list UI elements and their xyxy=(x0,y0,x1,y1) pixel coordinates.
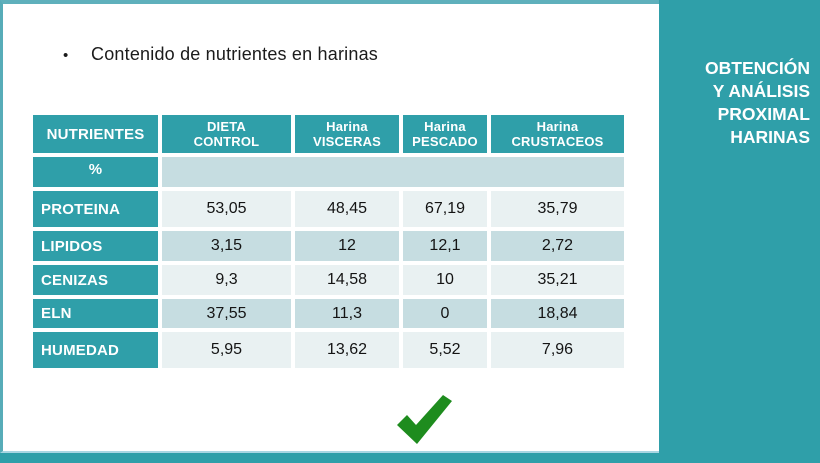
table-cell: 0 xyxy=(403,299,487,328)
sidebar-title-line: HARINAS xyxy=(730,127,810,147)
table-cell: 13,62 xyxy=(295,332,399,368)
header-line: VISCERAS xyxy=(312,134,382,149)
header-line: Harina xyxy=(424,119,466,134)
col-header-harina-crustaceos xyxy=(491,115,624,153)
sidebar-title-line: PROXIMAL xyxy=(717,104,810,124)
slide-title: Contenido de nutrientes en harinas xyxy=(91,44,378,64)
table-cell: 10 xyxy=(403,265,487,295)
col-header-harina-visceras xyxy=(295,115,399,153)
header-line: Harina xyxy=(536,119,579,134)
sidebar-title-line: Y ANÁLISIS xyxy=(712,81,810,101)
slide-title-row xyxy=(63,44,378,65)
table-cell: 3,15 xyxy=(162,231,291,261)
table-cell: 11,3 xyxy=(295,299,399,328)
table-cell: 14,58 xyxy=(295,265,399,295)
checkmark-icon xyxy=(394,394,454,446)
row-label-proteina: PROTEINA xyxy=(33,191,158,227)
col-header-dieta-control xyxy=(162,115,291,153)
table-cell: 2,72 xyxy=(491,231,624,261)
table-cell: 37,55 xyxy=(162,299,291,328)
table-cell: 35,79 xyxy=(491,191,624,227)
table-cell: 12,1 xyxy=(403,231,487,261)
row-label-cenizas: CENIZAS xyxy=(33,265,158,295)
col-header-nutrientes: NUTRIENTES xyxy=(33,115,158,153)
table-cell: 12 xyxy=(295,231,399,261)
table-cell: 53,05 xyxy=(162,191,291,227)
percent-row-band xyxy=(162,157,624,187)
row-label-eln: ELN xyxy=(33,299,158,328)
header-line: PESCADO xyxy=(412,134,478,149)
row-label-percent: % xyxy=(33,157,158,187)
row-label-humedad: HUMEDAD xyxy=(33,332,158,368)
col-header-harina-pescado xyxy=(403,115,487,153)
sidebar-panel xyxy=(659,0,820,463)
nutrients-table xyxy=(33,115,624,368)
header-line: CONTROL xyxy=(193,134,260,149)
header-line: DIETA xyxy=(206,119,247,134)
table-cell: 5,52 xyxy=(403,332,487,368)
table-cell: 5,95 xyxy=(162,332,291,368)
header-line: Harina xyxy=(326,119,368,134)
header-line: CRUSTACEOS xyxy=(511,134,604,149)
sidebar-title-line: OBTENCIÓN xyxy=(705,58,810,78)
table-cell: 9,3 xyxy=(162,265,291,295)
bullet-icon: • xyxy=(63,47,69,64)
table-cell: 7,96 xyxy=(491,332,624,368)
table-cell: 35,21 xyxy=(491,265,624,295)
row-label-lipidos: LIPIDOS xyxy=(33,231,158,261)
table-cell: 48,45 xyxy=(295,191,399,227)
table-cell: 67,19 xyxy=(403,191,487,227)
table-cell: 18,84 xyxy=(491,299,624,328)
